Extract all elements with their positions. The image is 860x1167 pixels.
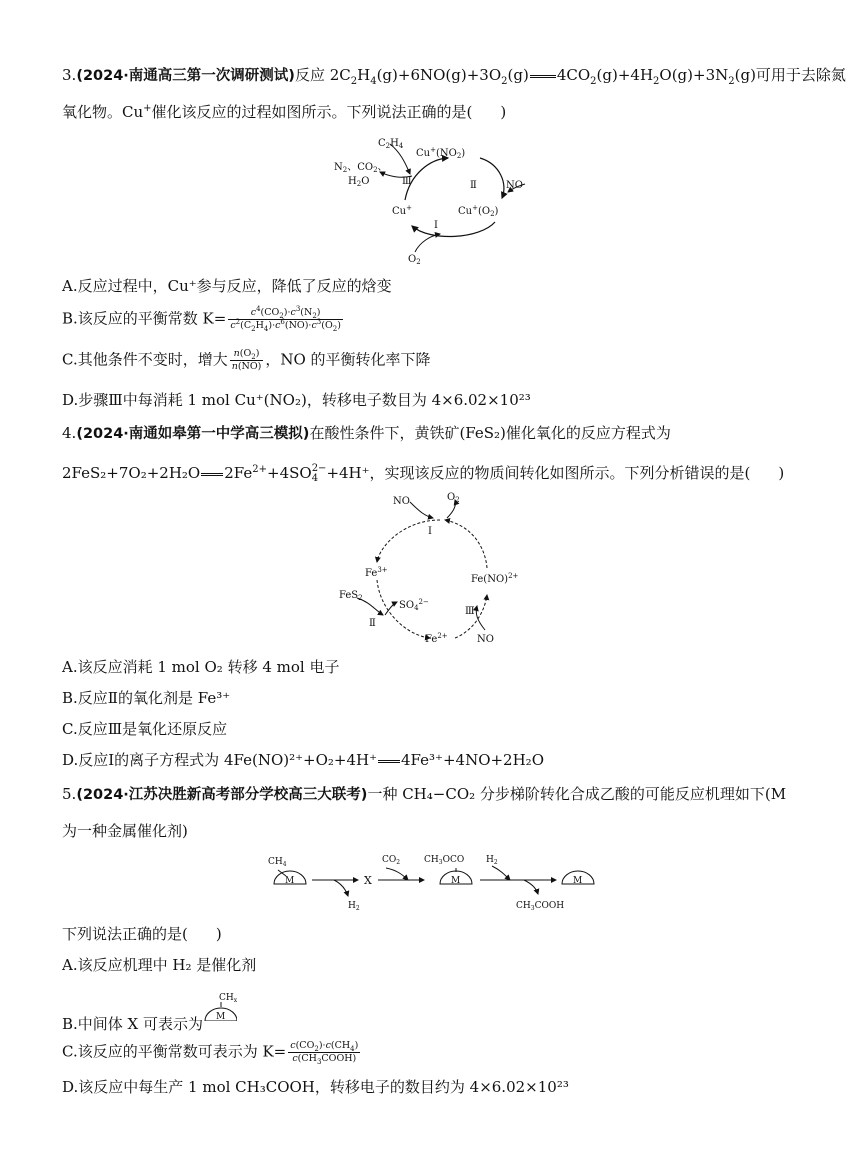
q4-option-c[interactable]: C.反应Ⅲ是氧化还原反应 [62, 720, 228, 738]
q3-option-d[interactable]: D.步骤Ⅲ中每消耗 1 mol Cu⁺(NO₂)，转移电子数目为 4×6.02×10²³ [62, 391, 531, 409]
q4-cycle-diagram [335, 490, 535, 648]
q5-ch4: $CH_4$ [268, 857, 287, 868]
q4-option-b[interactable]: B.反应Ⅱ的氧化剂是 Fe³⁺ [62, 689, 231, 707]
q3-no: NO [506, 180, 523, 191]
q4-fe2: $Fe^{2+}$ [425, 632, 448, 645]
q3-step1: Ⅰ [434, 220, 438, 231]
q3-stem-line2: 氧化物。Cu+催化该反应的过程如图所示。下列说法正确的是( ) [62, 103, 507, 121]
q3-b-fraction: $\frac{c^4(CO_2)\cdot c^3(N_2)}{c^2(C_2H_4)\cdot c^6(NO)\cdot c^3(O_2)}$ [230, 304, 341, 333]
q4-source: (2024·南通如皋第一中学高三模拟) [76, 426, 310, 442]
q4-step1: Ⅰ [428, 526, 432, 537]
q4-option-d[interactable]: D.反应Ⅰ的离子方程式为 4Fe(NO)²⁺+O₂+4H⁺ 4Fe³⁺+4NO+2H₂O [62, 751, 544, 769]
q3-o2: $O_2$ [408, 254, 421, 266]
q3-c-fraction: $\frac{n(O_2)}{n(NO)}$ [231, 348, 262, 372]
q3-option-b[interactable]: B.该反应的平衡常数 K= $\frac{c^4(CO_2)\cdot c^3(N_2)}{c^2(C_2H_4)\cdot c^6(NO)\cdot c^3(O_2)}$ [62, 304, 341, 333]
q5-h2-in: $H_2$ [486, 855, 498, 866]
q5-mechanism-diagram [262, 848, 602, 918]
q5-stem-line2: 为一种金属催化剂) [62, 822, 188, 840]
q4-stem-line2: 2FeS₂+7O₂+2H₂O $2Fe^{2+}+4SO$ 2− 4 +4H⁺，实现该反应的物质间转化如图所示。下列分析错误的是( ) [62, 463, 785, 484]
q3-cu-no2: $Cu^+(NO_2)$ [416, 146, 466, 160]
q3-step3: Ⅲ [402, 176, 412, 187]
q5-m1: M [285, 876, 295, 886]
q4-o2: $O_2$ [447, 492, 460, 504]
q4-so4: $SO_4^{2-}$ [399, 598, 429, 612]
q3-h2o: $H_2O$ [348, 176, 370, 188]
q3-cycle-diagram [330, 134, 540, 266]
q5-stem-line1: 5.(2024·江苏决胜新高考部分学校高三大联考)一种 CH₄−CO₂ 分步梯阶转化合成乙酸的可能反应机理如下(M [62, 785, 787, 803]
q3-cu-o2: $Cu^+(O_2)$ [458, 204, 499, 218]
q4-no-top: NO [393, 496, 410, 507]
q5-b-catalyst-icon [203, 993, 238, 1035]
q4-feno: Fe(NO)$^{2+}$ [471, 572, 519, 585]
q4-step2: Ⅱ [369, 618, 376, 629]
q5-m3: M [573, 876, 583, 886]
q5-co2: $CO_2$ [382, 855, 401, 866]
q3-option-c[interactable]: C.其他条件不变时，增大 $\frac{n(O_2)}{n(NO)}$ ，NO 的平衡转化率下降 [62, 348, 431, 372]
q5-option-d[interactable]: D.该反应中每生产 1 mol CH₃COOH，转移电子的数目约为 4×6.02×10²³ [62, 1078, 569, 1096]
q5-source: (2024·江苏决胜新高考部分学校高三大联考) [76, 787, 368, 803]
q4-step3: Ⅲ [465, 606, 475, 617]
q4-stem-line1: 4.(2024·南通如皋第一中学高三模拟)在酸性条件下，黄铁矿(FeS₂)催化氧化的反应方程式为 [62, 424, 671, 442]
q3-left-products: $N_2$、$CO_2$、 [334, 162, 388, 174]
q4-option-a[interactable]: A.该反应消耗 1 mol O₂ 转移 4 mol 电子 [62, 658, 340, 676]
q4-no-bottom: NO [477, 634, 494, 645]
q5-m2: M [451, 876, 461, 886]
q4-fe3: $Fe^{3+}$ [365, 566, 388, 579]
q3-step2: Ⅱ [470, 180, 477, 191]
q5-option-c[interactable]: C.该反应的平衡常数可表示为 K= $\frac{c(CO_2)\cdot c(CH_4)}{c(CH_3COOH)}$ [62, 1040, 359, 1066]
q5-ch3cooh: $CH_3COOH$ [516, 901, 565, 912]
q3-cu: Cu+ [392, 204, 412, 217]
q3-number: 3. [62, 66, 77, 84]
q5-x: X [364, 874, 372, 887]
q5-option-a[interactable]: A.该反应机理中 H₂ 是催化剂 [62, 956, 257, 974]
q5-c-fraction: $\frac{c(CO_2)\cdot c(CH_4)}{c(CH_3COOH)}$ [290, 1040, 359, 1066]
q5-option-b[interactable]: B.中间体 X 可表示为 $CH_x$ M [62, 993, 238, 1033]
q3-stem-line1: 3.(2024·南通高三第一次调研测试)反应 $2C_2H_4(g)+6NO(g)+3O_2(g)$ $4CO_2(g)+4H_2O(g)+3N_2(g)$可用于去除氮 [62, 66, 846, 87]
q5-question: 下列说法正确的是( ) [62, 925, 222, 943]
q3-c2h4: $C_2H_4$ [378, 138, 404, 150]
svg-text:CHx: $CH_x$ [219, 993, 238, 1004]
q4-fes2: FeS$_2$ [339, 590, 363, 602]
q5-ch3oco: $CH_3OCO$ [424, 855, 465, 866]
q3-source: (2024·南通高三第一次调研测试) [76, 68, 295, 84]
svg-text:M: M [216, 1012, 226, 1021]
q5-h2-out: $H_2$ [348, 901, 360, 912]
q3-option-a[interactable]: A.反应过程中，Cu⁺参与反应，降低了反应的焓变 [62, 277, 392, 295]
